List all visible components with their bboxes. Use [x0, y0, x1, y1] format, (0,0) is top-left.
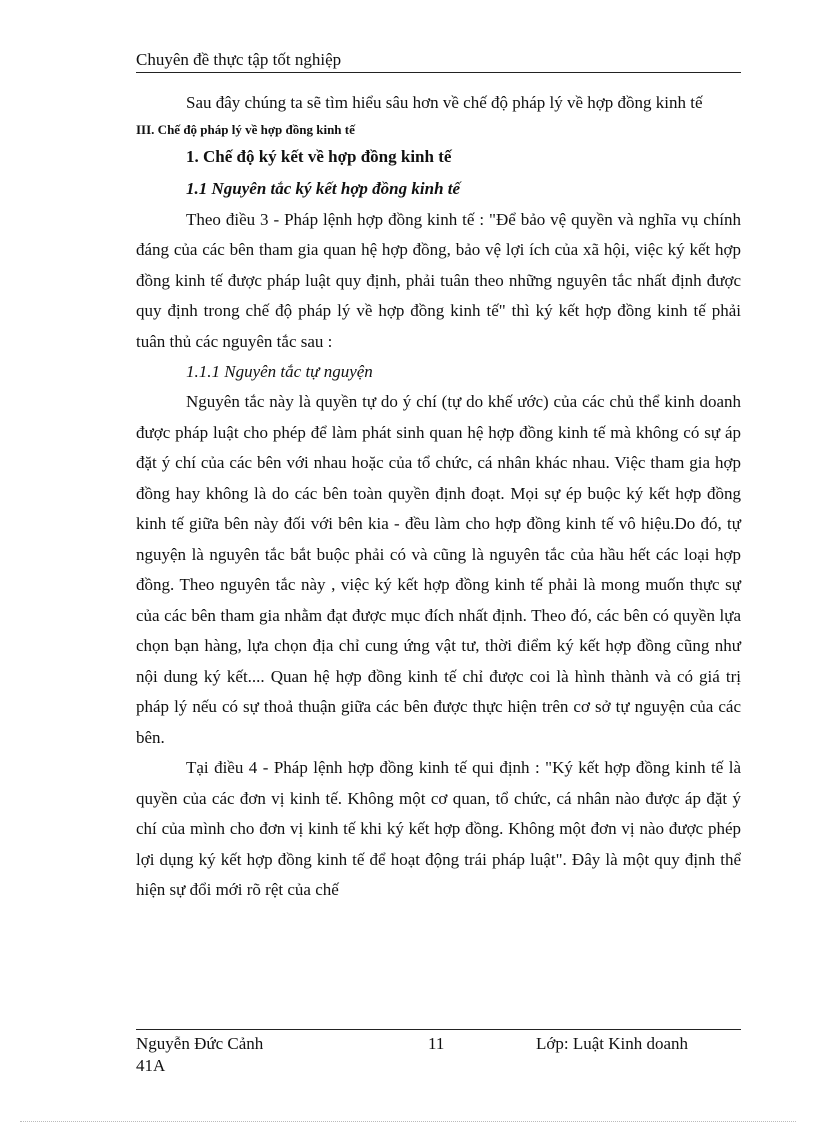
page-break-divider: [20, 1121, 796, 1122]
paragraph-voluntary-principle: Nguyên tắc này là quyền tự do ý chí (tự do khế ước) của các chủ thể kinh doanh được pháp luật cho phép để làm phát sinh quan hệ hợp đồng kinh tế mà không có sự áp đặt ý chí của các bên với nhau hoặc của tổ chức, cá nhân khác nhau. Việc tham gia hợp đồng hay không là do các bên toàn quyền định đoạt. Mọi sự ép buộc ký kết hợp đồng kinh tế giữa bên này đối với bên kia - đều làm cho hợp đồng kinh tế vô hiệu.Do đó, tự nguyện là nguyên tắc bắt buộc phải có và cũng là nguyên tắc của hầu hết các loại hợp đồng. Theo nguyên tắc này , việc ký kết hợp đồng kinh tế phải là mong muốn thực sự của các bên tham gia nhằm đạt được mục đích nhất định. Theo đó, các bên có quyền lựa chọn bạn hàng, lựa chọn địa chỉ cung ứng vật tư, thời điểm ký kết hợp đồng cũng như nội dung ký kết.... Quan hệ hợp đồng kinh tế chỉ được coi là hình thành và có giá trị pháp lý nếu có sự thoả thuận giữa các bên được thực hiện trên cơ sở tự nguyện của các bên.: [136, 392, 741, 747]
heading-1-1-1: 1.1.1 Nguyên tắc tự nguyện: [186, 362, 373, 381]
heading-1: 1. Chế độ ký kết về hợp đồng kinh tế: [186, 146, 452, 166]
document-body: [136, 88, 741, 906]
intro-paragraph: Sau đây chúng ta sẽ tìm hiểu sâu hơn về chế độ pháp lý về hợp đồng kinh tế: [186, 93, 703, 112]
footer-author: Nguyễn Đức Cảnh 41A: [136, 1034, 264, 1075]
page-number: 11: [428, 1034, 445, 1053]
page-header: Chuyên đề thực tập tốt nghiệp: [136, 48, 741, 73]
footer-divider: [136, 1029, 741, 1030]
section-heading: III. Chế độ pháp lý về hợp đồng kinh tế: [136, 121, 355, 137]
footer-class: Lớp: Luật Kinh doanh: [536, 1034, 689, 1053]
paragraph-article-4: Tại điều 4 - Pháp lệnh hợp đồng kinh tế qui định : "Ký kết hợp đồng kinh tế là quyền của các đơn vị kinh tế. Không một cơ quan, tổ chức, cá nhân nào được áp đặt ý chí của mình cho đơn vị kinh tế khi ký kết hợp đồng. Không một đơn vị nào được phép lợi dụng ký kết hợp đồng kinh tế để hoạt động trái pháp luật". Đây là một quy định thể hiện sự đổi mới rõ rệt của chế: [136, 758, 741, 899]
paragraph-article-3: Theo điều 3 - Pháp lệnh hợp đồng kinh tế : "Để bảo vệ quyền và nghĩa vụ chính đáng của các bên tham gia quan hệ hợp đồng, bảo vệ lợi ích của xã hội, việc ký kết hợp đồng kinh tế được pháp luật quy định, phải tuân theo những nguyên tắc nhất định được quy định trong chế độ pháp lý về hợp đồng kinh tế" thì ký kết hợp đồng kinh tế phải tuân thủ các nguyên tắc sau :: [136, 209, 741, 351]
heading-1-1: 1.1 Nguyên tắc ký kết hợp đồng kinh tế: [186, 178, 461, 198]
